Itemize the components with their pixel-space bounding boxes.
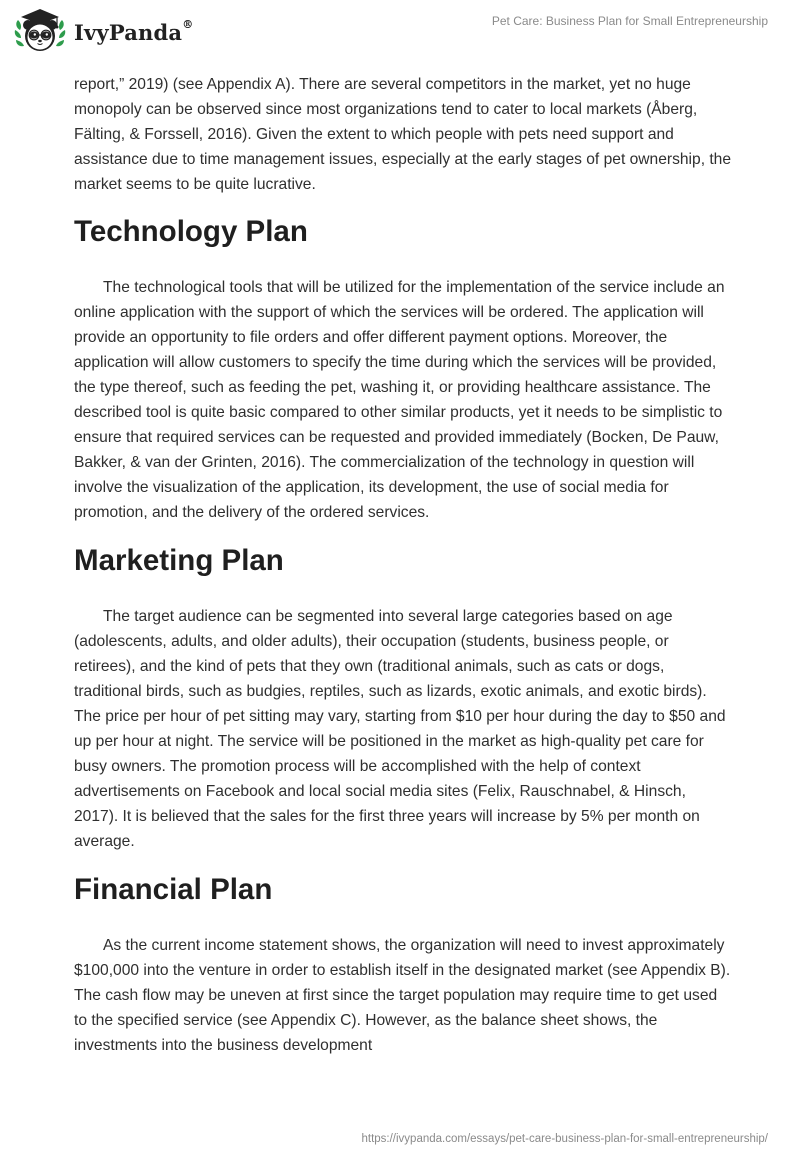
document-title: Pet Care: Business Plan for Small Entrepreneurship bbox=[491, 14, 768, 28]
panda-graduate-icon bbox=[14, 8, 66, 56]
registered-mark: ® bbox=[182, 17, 194, 31]
section-heading-financial: Financial Plan bbox=[74, 873, 273, 906]
essay-content bbox=[74, 72, 734, 1058]
logo-text: IvyPanda bbox=[74, 19, 183, 45]
source-url-link[interactable]: https://ivypanda.com/essays/pet-care-business-plan-for-small-entrepreneurship/ bbox=[361, 1133, 768, 1145]
technology-paragraph: The technological tools that will be utilized for the implementation of the service include an online application with the support of which the services will be ordered. The application will provide an opportunity to file orders and offer different payment options. Moreover, the application will allow customers to specify the time during which the services will be provided, the type thereof, such as feeding the pet, washing it, or providing healthcare assistance. The described tool is quite basic compared to other similar products, yet it needs to be simplistic to ensure that required services can be requested and provided immediately (Bocken, De Pauw, Bakker, & van der Grinten, 2016). The commercialization of the technology in question will involve the visualization of the application, its development, the use of social media for promotion, and the delivery of the ordered services. bbox=[74, 279, 725, 521]
intro-paragraph: report,” 2019) (see Appendix A). There are several competitors in the market, yet no huge monopoly can be observed since most organizations tend to cater to local markets (Åberg, Fälting, & Forssell, 2016). Given the extent to which people with pets need support and assistance due to time management issues, especially at the early stages of pet ownership, the market seems to be quite lucrative. bbox=[74, 76, 732, 193]
section-heading-technology: Technology Plan bbox=[74, 215, 308, 248]
page-header bbox=[0, 0, 800, 60]
marketing-paragraph: The target audience can be segmented into several large categories based on age (adolescents, adults, and older adults), their occupation (students, business people, or retirees), and the kind of pets that they own (traditional animals, such as cats or dogs, traditional birds, such as budgies, reptiles, such as lizards, exotic animals, and exotic birds). The price per hour of pet sitting may vary, starting from $10 per hour during the day to $50 and up per hour at night. The service will be positioned in the market as high-quality pet care for busy owners. The promotion process will be accomplished with the help of context advertisements on Facebook and local social media sites (Felix, Rauschnabel, & Hinsch, 2017). It is believed that the sales for the first three years will increase by 5% per month on average. bbox=[74, 608, 726, 850]
ivypanda-logo[interactable] bbox=[14, 8, 193, 56]
section-heading-marketing: Marketing Plan bbox=[74, 544, 284, 577]
financial-paragraph: As the current income statement shows, the organization will need to invest approximately $100,000 into the venture in order to establish itself in the designated market (see Appendix B). The cash flow may be uneven at first since the target population may require time to get used to the specified service (see Appendix C). However, as the balance sheet shows, the investments into the business development bbox=[74, 937, 731, 1054]
logo-wordmark bbox=[74, 17, 194, 45]
